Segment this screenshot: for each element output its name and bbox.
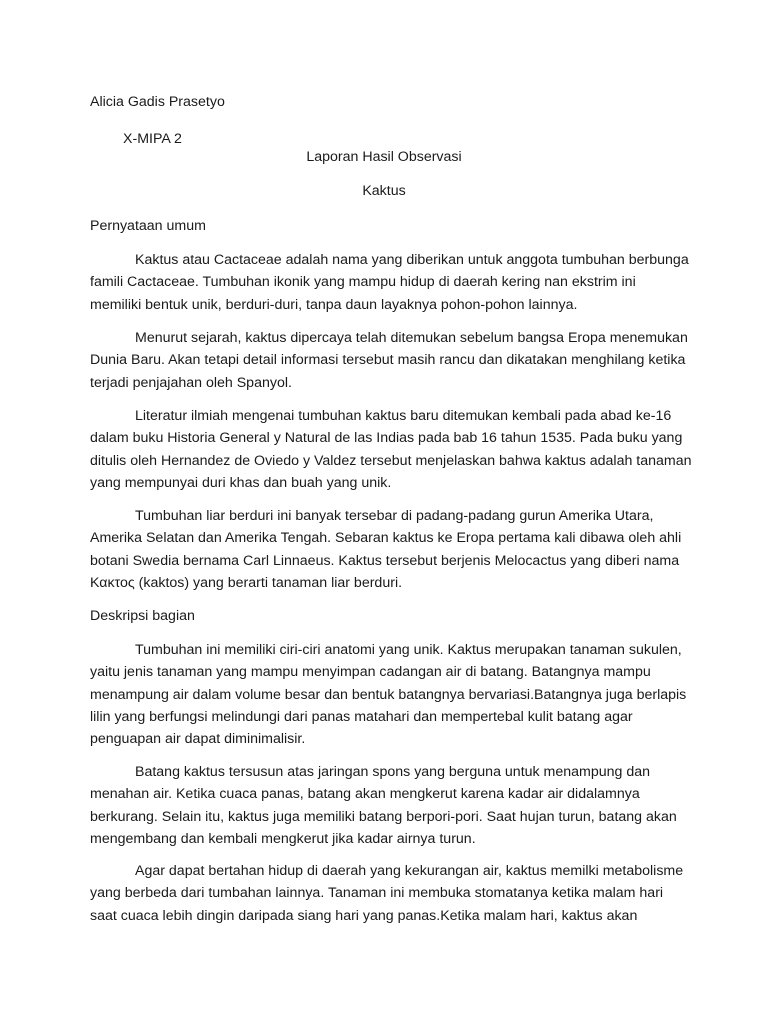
paragraph [90,249,689,316]
paragraph-line: Literatur ilmiah mengenai tumbuhan kaktus baru ditemukan kembali pada abad ke-16 [135,408,672,424]
paragraph-line: yaitu jenis tanaman yang mampu menyimpan cadangan air di batang. Batangnya mampu [90,664,651,681]
paragraph-line: dalam buku Historia General y Natural de las Indias pada bab 16 tahun 1535. Pada buku yang [90,430,683,447]
paragraph-line: Tumbuhan ini memiliki ciri-ciri anatomi yang unik. Kaktus merupakan tanaman sukulen, [135,642,682,658]
paragraph-line: botani Swedia bernama Carl Linnaeus. Kaktus tersebut berjenis Melocactus yang diberi nama [90,552,680,569]
paragraph-line: Tumbuhan liar berduri ini banyak tersebar di padang-padang gurun Amerika Utara, [135,508,654,524]
paragraph-line: Κακτος (kaktos) yang berarti tanaman liar berduri. [90,574,403,591]
document-subject: Kaktus [362,183,406,199]
paragraph-line: Menurut sejarah, kaktus dipercaya telah ditemukan sebelum bangsa Eropa menemukan [135,330,688,346]
paragraph [90,639,687,750]
paragraph [90,505,682,594]
paragraph-line: Kaktus atau Cactaceae adalah nama yang diberikan untuk anggota tumbuhan berbunga [135,252,689,268]
paragraph-line: ditulis oleh Hernandez de Oviedo y Valdez tersebut menjelaskan bahwa kaktus adalah tanaman [90,452,692,469]
author-name: Alicia Gadis Prasetyo [90,94,225,110]
paragraph-line: lilin yang berfungsi melindungi dari panas matahari dan mempertebal kulit batang agar [90,708,633,725]
paragraph [90,860,684,927]
paragraph-line: berkurang. Selain itu, kaktus juga memiliki batang berpori-pori. Saat hujan turun, batang akan [90,808,677,825]
class-label: X-MIPA 2 [123,131,182,147]
paragraph-line: mengembang dan kembali mengkerut jika kadar airnya turun. [90,830,476,847]
paragraph-line: Batang kaktus tersusun atas jaringan spons yang berguna untuk menampung dan [135,764,651,780]
paragraph [90,327,688,394]
paragraph [90,761,676,850]
paragraph-line: menahan air. Ketika cuaca panas, batang akan mengkerut karena kadar air didalamnya [90,786,640,803]
section-heading-pernyataan-umum: Pernyataan umum [90,218,206,234]
paragraph-line: saat cuaca lebih dingin daripada siang hari yang panas.Ketika malam hari, kaktus akan [90,907,638,924]
document-title: Laporan Hasil Observasi [306,149,462,165]
paragraph-line: Dunia Baru. Akan tetapi detail informasi tersebut masih rancu dan dikatakan menghilang ketika [90,352,686,369]
paragraph-line: famili Cactaceae. Tumbuhan ikonik yang mampu hidup di daerah kering nan ekstrim ini [90,274,636,291]
paragraph-line: penguapan air dapat diminimalisir. [90,731,306,748]
section-heading-deskripsi-bagian: Deskripsi bagian [90,608,195,624]
paragraph-line: memiliki bentuk unik, berduri-duri, tanpa daun layaknya pohon-pohon lainnya. [90,296,578,313]
paragraph-line: yang mempunyai duri khas dan buah yang unik. [90,474,392,491]
paragraph-line: menampung air dalam volume besar dan bentuk batangnya bervariasi.Batangnya juga berlapis [90,686,687,703]
paragraph-line: terjadi penjajahan oleh Spanyol. [90,374,292,391]
paragraph-line: Agar dapat bertahan hidup di daerah yang kekurangan air, kaktus memilki metabolisme [135,863,684,879]
paragraph-line: yang berbeda dari tumbahan lainnya. Tanaman ini membuka stomatanya ketika malam hari [90,885,664,902]
paragraph-line: Amerika Selatan dan Amerika Tengah. Sebaran kaktus ke Eropa pertama kali dibawa oleh ahli [90,530,682,547]
paragraph [90,405,692,494]
